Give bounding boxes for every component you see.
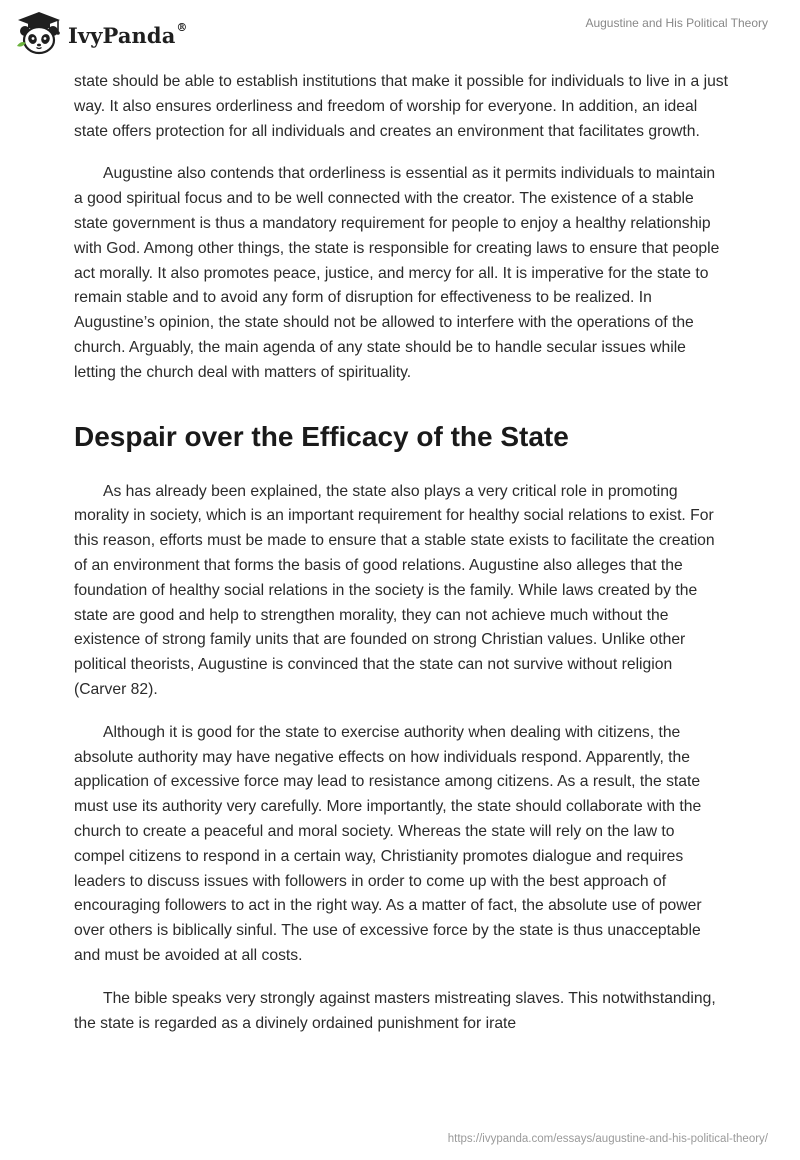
ivypanda-logo[interactable] — [14, 10, 188, 56]
paragraph: As has already been explained, the state also plays a very critical role in promoting morality in society, which is an important requirement for healthy social relations to exist. For this reason, efforts must be made to ensure that a stable state exists to facilitate the creation of an environment that forms the basis of good relations. Augustine also alleges that the foundation of healthy social relations in the society is the family. While laws created by the state are good and help to strengthen morality, they can not achieve much without the existence of strong family units that are founded on strong Christian values. Unlike other political theorists, Augustine is convinced that the state can not survive without religion (Carver 82). — [74, 482, 715, 698]
document-title: Augustine and His Political Theory — [585, 16, 768, 30]
paragraph: The bible speaks very strongly against masters mistreating slaves. This notwithstanding, the state is regarded as a divinely ordained punishment for irate — [74, 989, 716, 1032]
section-heading: Despair over the Efficacy of the State — [74, 420, 569, 452]
paragraph: Augustine also contends that orderliness is essential as it permits individuals to maintain a good spiritual focus and to be well connected with the creator. The existence of a stable state government is thus a mandatory requirement for people to enjoy a healthy relationship with God. Among other things, the state is responsible for creating laws to ensure that people act morally. It also promotes peace, justice, and mercy for all. It is imperative for the state to remain stable and to avoid any form of disruption for effectiveness to be realized. In Augustine’s opinion, the state should not be allowed to interfere with the operations of the church. Arguably, the main agenda of any state should be to handle secular issues while letting the church deal with matters of spirituality. — [74, 165, 720, 381]
page-header — [0, 0, 800, 70]
source-url[interactable]: https://ivypanda.com/essays/augustine-and-his-political-theory/ — [447, 1133, 768, 1145]
essay-body — [74, 70, 728, 1054]
paragraph: state should be able to establish institutions that make it possible for individuals to live in a just way. It also ensures orderliness and freedom of worship for everyone. In addition, an ideal state offers protection for all individuals and creates an environment that facilitates growth. — [74, 73, 729, 140]
panda-graduate-icon — [14, 10, 64, 56]
brand-name: IvyPanda® — [68, 20, 188, 48]
paragraph: Although it is good for the state to exercise authority when dealing with citizens, the absolute authority may have negative effects on how individuals respond. Apparently, the application of excessive force may lead to resistance among citizens. As a result, the state must use its authority very carefully. More importantly, the state should collaborate with the church to create a peaceful and moral society. Whereas the state will rely on the law to compel citizens to respond in a certain way, Christianity promotes dialogue and requires leaders to discuss issues with followers in order to come up with the best approach of encouraging followers to act in the right way. As a matter of fact, the absolute use of power over others is biblically sinful. The use of excessive force by the state is thus unacceptable and must be avoided at all costs. — [74, 723, 702, 964]
